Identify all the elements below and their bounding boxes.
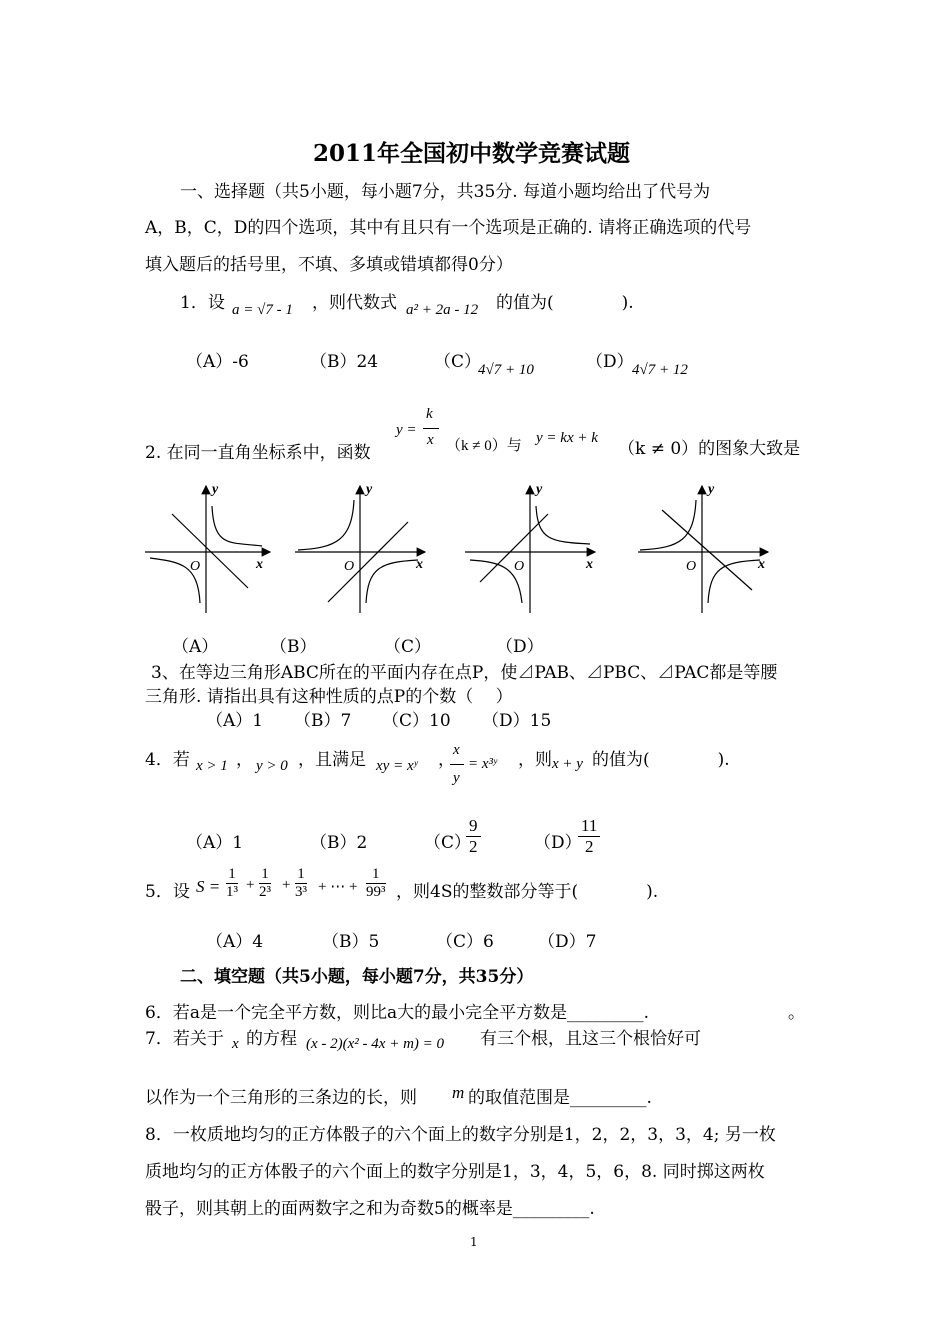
q3-line1: 3、在等边三角形ABC所在的平面内存在点P，使⊿PAB、⊿PBC、⊿PAC都是等腰 bbox=[151, 663, 778, 683]
q5-suffix: ，则4S的整数部分等于( ). bbox=[396, 882, 659, 902]
q5-term-4-num: 1 bbox=[366, 866, 386, 884]
q4-option-d-num: 11 bbox=[578, 816, 600, 837]
q2-cond2: （k ≠ 0）的图象大致是 bbox=[618, 439, 801, 459]
q4-eq2-rhs: = x³ʸ bbox=[468, 756, 497, 772]
q1-option-a: （A）-6 bbox=[186, 352, 249, 372]
q4-sep: ， bbox=[236, 750, 253, 770]
q4-then: ，则 bbox=[518, 750, 552, 770]
q2-cond1: （k ≠ 0）与 bbox=[446, 438, 522, 454]
q2-func-x: x bbox=[427, 432, 434, 448]
q4-eq1: xy = xʸ bbox=[376, 758, 418, 774]
q2-graphs bbox=[140, 478, 800, 618]
graph-d bbox=[638, 486, 768, 613]
q5-prefix: 5．设 bbox=[145, 882, 190, 902]
q2-label-a: （A） bbox=[172, 637, 219, 657]
q2-frac-bar bbox=[423, 428, 439, 429]
section1-line2: A，B，C，D的四个选项，其中有且只有一个选项是正确的. 请将正确选项的代号 bbox=[145, 218, 752, 238]
q4-cond2: y > 0 bbox=[256, 758, 288, 774]
q1-expr-a: a = √7 - 1 bbox=[232, 302, 293, 318]
q4-mid: ，且满足 bbox=[298, 750, 366, 770]
q5-option-a: （A）4 bbox=[206, 932, 264, 952]
q7-line2-a: 以作为一个三角形的三条边的长，则 bbox=[145, 1088, 417, 1108]
q4-option-b: （B）2 bbox=[310, 833, 368, 853]
page-title: 2011年全国初中数学竞赛试题 bbox=[313, 140, 631, 167]
q4-frac-bar bbox=[450, 764, 464, 765]
graph-d-origin: O bbox=[686, 559, 697, 574]
q5-S: S = bbox=[196, 877, 221, 896]
q5-option-c: （C）6 bbox=[436, 932, 494, 952]
q1-mid: ，则代数式 bbox=[312, 293, 397, 313]
q1-option-b: （B）24 bbox=[310, 352, 379, 372]
q6-mark: 。 bbox=[788, 1003, 805, 1023]
q2-prefix: 2. 在同一直角坐标系中，函数 bbox=[145, 443, 371, 463]
q5-term-3-num: 1 bbox=[295, 866, 307, 884]
q5-term-1-den: 1³ bbox=[226, 884, 238, 901]
graph-d-y-label: y bbox=[708, 482, 715, 497]
graph-c bbox=[465, 486, 595, 613]
graph-b-origin: O bbox=[344, 559, 355, 574]
q3-option-c: （C）10 bbox=[382, 711, 451, 731]
q7-m: m bbox=[452, 1083, 465, 1102]
q4-option-c-label: （C） bbox=[424, 833, 472, 853]
graph-b-x-label: x bbox=[416, 557, 423, 572]
q5-dots: + ⋯ + bbox=[318, 879, 358, 895]
graph-a-y-label: y bbox=[212, 482, 219, 497]
page-number: 1 bbox=[470, 1235, 478, 1249]
q2-func-y: y = bbox=[396, 422, 417, 438]
q7-mid: 的方程 bbox=[246, 1029, 297, 1049]
graph-a-origin: O bbox=[190, 559, 201, 574]
q1-expr-b: a² + 2a - 12 bbox=[406, 302, 479, 318]
q6-text: 6．若a是一个完全平方数，则比a大的最小完全平方数是_________. bbox=[145, 1003, 649, 1023]
q1-prefix: 1．设 bbox=[180, 293, 225, 313]
q5-term-4 bbox=[366, 866, 386, 902]
q2-label-b: （B） bbox=[270, 637, 317, 657]
q7-equation: (x - 2)(x² - 4x + m) = 0 bbox=[306, 1036, 445, 1052]
q7-line2-b: 的取值范围是_________. bbox=[468, 1088, 652, 1108]
q1-option-d: 4√7 + 12 bbox=[632, 362, 688, 378]
q4-option-d-den: 2 bbox=[584, 836, 594, 856]
q1-option-d-label: （D） bbox=[586, 352, 634, 372]
q4-eq2-den: y bbox=[453, 770, 460, 786]
graph-b-y-label: y bbox=[366, 482, 373, 497]
q8-line2: 质地均匀的正方体骰子的六个面上的数字分别是1，3，4，5，6，8. 同时掷这两枚 bbox=[145, 1162, 765, 1182]
q8-line3: 骰子，则其朝上的面两数字之和为奇数5的概率是_________. bbox=[145, 1199, 595, 1219]
q4-cond1: x > 1 bbox=[196, 758, 228, 774]
q4-sep2: ， bbox=[438, 750, 455, 770]
q4-option-d-label: （D） bbox=[534, 833, 582, 853]
q5-option-d: （D）7 bbox=[538, 932, 597, 952]
q4-suffix: 的值为( ). bbox=[592, 750, 730, 770]
graph-c-x-label: x bbox=[586, 557, 593, 572]
q2-label-d: （D） bbox=[496, 637, 544, 657]
q5-term-2-num: 1 bbox=[259, 866, 271, 884]
q4-option-a: （A）1 bbox=[186, 833, 244, 853]
graph-a bbox=[145, 486, 270, 613]
graph-c-y-label: y bbox=[536, 482, 543, 497]
section1-line3: 填入题后的括号里，不填、多填或错填都得0分） bbox=[145, 255, 513, 275]
q4-option-c-den: 2 bbox=[469, 836, 478, 856]
graph-a-x-label: x bbox=[256, 557, 263, 572]
q3-option-d: （D）15 bbox=[482, 711, 552, 731]
q2-func-k: k bbox=[426, 406, 433, 422]
q5-term-1 bbox=[226, 866, 238, 902]
q5-term-2-den: 2³ bbox=[259, 884, 271, 901]
q5-term-2 bbox=[259, 866, 271, 902]
q8-line1: 8．一枚质地均匀的正方体骰子的六个面上的数字分别是1，2，2，3，3，4; 另一枚 bbox=[145, 1125, 776, 1145]
q1-suffix: 的值为( ). bbox=[496, 293, 634, 313]
q4-option-c-frac bbox=[466, 816, 481, 856]
q7-prefix: 7．若关于 bbox=[145, 1029, 224, 1049]
q2-label-c: （C） bbox=[384, 637, 432, 657]
q5-plus-1: + bbox=[246, 877, 255, 893]
q5-term-3 bbox=[295, 866, 307, 902]
graph-c-origin: O bbox=[514, 559, 525, 574]
q3-option-b: （B）7 bbox=[294, 711, 352, 731]
q5-term-3-den: 3³ bbox=[295, 884, 307, 901]
q7-suffix: 有三个根，且这三个根恰好可 bbox=[480, 1029, 701, 1049]
q5-option-b: （B）5 bbox=[322, 932, 380, 952]
q1-option-c: 4√7 + 10 bbox=[478, 362, 534, 378]
q3-option-a: （A）1 bbox=[206, 711, 264, 731]
q3-line2: 三角形. 请指出具有这种性质的点P的个数（ ） bbox=[145, 687, 513, 707]
q4-eq2-num: x bbox=[453, 742, 460, 758]
graph-d-x-label: x bbox=[758, 557, 765, 572]
graph-a-labels bbox=[190, 482, 263, 574]
graph-b bbox=[295, 486, 425, 613]
q4-option-d-frac bbox=[578, 816, 600, 856]
section1-line1: 一、选择题（共5小题，每小题7分，共35分. 每道小题均给出了代号为 bbox=[180, 182, 711, 202]
q7-x: x bbox=[232, 1036, 239, 1052]
q2-func2: y = kx + k bbox=[536, 430, 598, 446]
q4-eq3: x + y bbox=[552, 756, 583, 772]
q5-term-1-num: 1 bbox=[226, 866, 238, 884]
q5-plus-2: + bbox=[282, 877, 291, 893]
q1-option-c-label: （C） bbox=[434, 352, 482, 372]
q4-option-c-num: 9 bbox=[466, 816, 481, 837]
q4-prefix: 4．若 bbox=[145, 750, 190, 770]
section2-heading: 二、填空题（共5小题，每小题7分，共35分） bbox=[180, 967, 534, 987]
q5-term-4-den: 99³ bbox=[366, 884, 386, 901]
